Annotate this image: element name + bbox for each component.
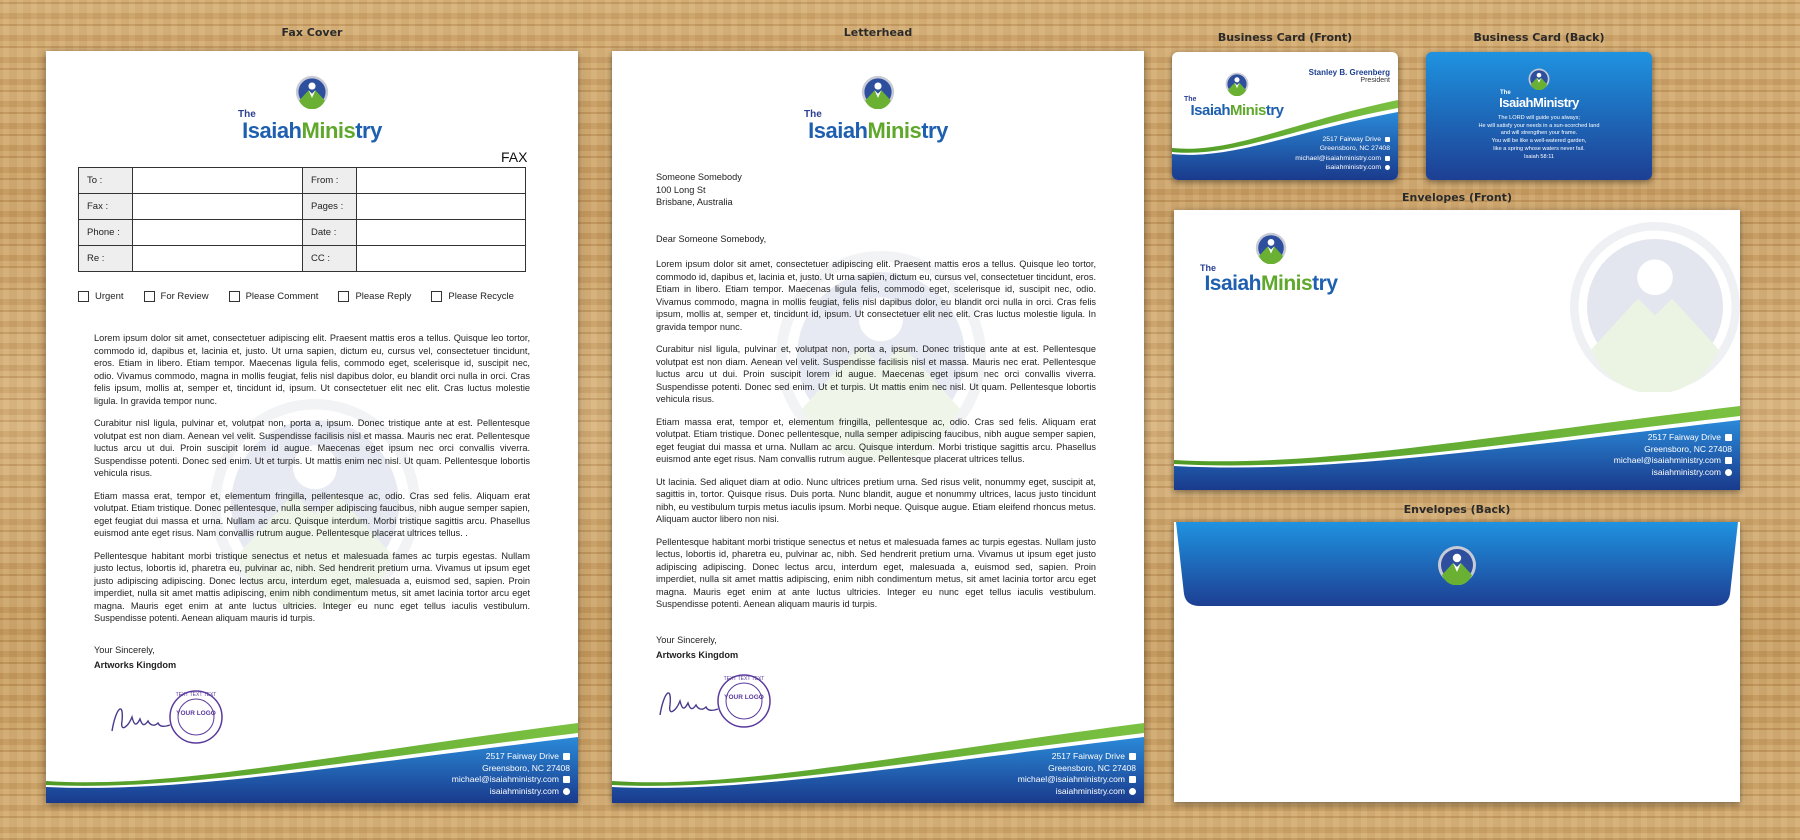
mountain-logo-icon: [1255, 232, 1287, 264]
logo-the: The: [1200, 263, 1217, 273]
mail-icon: [1129, 776, 1136, 783]
logo-wordmark: IsaiahMinistry: [1190, 102, 1284, 119]
logo-wordmark: IsaiahMinistry: [1499, 95, 1579, 110]
fax-re-field[interactable]: [133, 246, 303, 272]
fax-date-field[interactable]: [357, 220, 526, 246]
check-please-recycle[interactable]: Please Recycle: [431, 291, 513, 302]
mountain-logo-icon: [295, 75, 329, 109]
fax-phone-field[interactable]: [133, 220, 303, 246]
fax-closing: Your Sincerely, Artworks Kingdom: [94, 645, 177, 670]
mail-icon: [563, 776, 570, 783]
logo-the: The: [238, 109, 256, 120]
card-verse: The LORD will guide you always; He will satisfy your needs in a sun-scorched land and will strengthen your frame. You will be like a well-watered garden, like a spring whose waters never fail. Isaiah 58:11: [1478, 115, 1600, 160]
envelope-address: 2517 Fairway Drive Greensboro, NC 27408 michael@isaiahministry.com isaiahministry.com: [1613, 432, 1732, 477]
home-icon: [563, 753, 570, 760]
business-card-back: [1426, 52, 1652, 180]
mail-icon: [1725, 457, 1732, 464]
letterhead-footer-address: 2517 Fairway Drive Greensboro, NC 27408 michael@isaiahministry.com isaiahministry.com: [1017, 751, 1136, 796]
fax-logo: [232, 75, 392, 142]
mail-icon: [1385, 156, 1390, 161]
fax-footer-address: 2517 Fairway Drive Greensboro, NC 27408 michael@isaiahministry.com isaiahministry.com: [451, 751, 570, 796]
svg-text:TEXT TEXT TEXT: TEXT TEXT TEXT: [175, 692, 217, 698]
card-address: 2517 Fairway Drive Greensboro, NC 27408 michael@isaiahministry.com isaiahministry.com: [1295, 136, 1390, 171]
card-back-logo: [1484, 68, 1594, 109]
home-icon: [1725, 434, 1732, 441]
logo-the: The: [1500, 90, 1511, 96]
mountain-logo-icon: [1528, 68, 1550, 90]
check-for-review[interactable]: For Review: [144, 291, 209, 302]
globe-icon: [1385, 165, 1390, 170]
globe-icon: [1725, 469, 1732, 476]
fax-checkbox-row: [78, 291, 534, 302]
fax-heading: FAX: [501, 149, 528, 165]
check-please-comment[interactable]: Please Comment: [229, 291, 319, 302]
letterhead-logo: [798, 75, 958, 142]
fax-cover-sheet: [46, 51, 578, 803]
svg-text:YOUR LOGO: YOUR LOGO: [176, 710, 216, 717]
letter-closing: Your Sincerely, Artworks Kingdom: [656, 635, 739, 660]
fax-fax-field[interactable]: [133, 194, 303, 220]
card-person: Stanley B. Greenberg President: [1308, 68, 1390, 84]
fax-cc-label: CC :: [303, 246, 357, 272]
label-business-card-front: Business Card (Front): [1217, 31, 1353, 44]
svg-text:YOUR LOGO: YOUR LOGO: [724, 694, 764, 701]
label-letterhead: Letterhead: [843, 26, 913, 39]
fax-from-field[interactable]: [357, 168, 526, 194]
mountain-logo-icon: [1437, 545, 1477, 585]
home-icon: [1385, 137, 1390, 142]
fax-phone-label: Phone :: [79, 220, 133, 246]
fax-pages-field[interactable]: [357, 194, 526, 220]
logo-the: The: [804, 109, 822, 120]
fax-info-table: [78, 167, 526, 272]
envelope-logo: [1196, 232, 1346, 294]
business-card-front: [1172, 52, 1398, 180]
salutation: Dear Someone Somebody,: [656, 234, 767, 244]
fax-pages-label: Pages :: [303, 194, 357, 220]
svg-text:TEXT TEXT TEXT: TEXT TEXT TEXT: [723, 676, 765, 682]
checkbox[interactable]: [229, 291, 240, 302]
envelope-back: [1174, 522, 1740, 802]
fax-from-label: From :: [303, 168, 357, 194]
letter-body-text: Lorem ipsum dolor sit amet, consectetuer adipiscing elit. Praesent mattis eros a tellus. Quisque leo tortor, commodo id, dapibus et, lacinia et, justo. Ut urna sapien, dictum eu, cursus vel, consectetuer tincidunt, eros. Etiam in libero. Etiam tempor. Maecenas ligula felis, commodo eget, scelerisque id, suscipit nec, odio. Vivamus commodo, magna in mollis feugiat, felis nisl dapibus dolor, eu blandit orci nulla in orci. Cras felis ipsum, mollis at, semper et, tincidunt id, ipsum. Ut consectetuer elit nec elit. Cras luctus molestie ligula. In gravida tempor nunc. Curabitur nisl ligula, pulvinar et, volutpat non, porta a, ipsum. Donec tristique ante at est. Pellentesque volutpat est non diam. Aenean vel velit. Suspendisse facilisis nisl et massa. Mauris nec erat. Pellentesque luctus arcu ut dui. Proin suscipit lorem id augue. Maecenas eget ipsum nec orci convallis viverra. Suspendisse potenti. Donec sed enim. Ut et turpis. Ut mattis enim nec nisl. Ut quam. Pellentesque lobortis vehicula risus. Etiam massa erat, tempor et, elementum fringilla, pellentesque ac, odio. Cras sed felis. Aliquam erat volutpat. Etiam tristique. Donec pellentesque, nulla semper adipiscing faucibus, nibh augue semper sapien, eget feugiat dui massa et urna. Nullam ac arcu. Quisque interdum. Morbi tristique sagittis arcu. Phasellus euismod ante eget risus. Nam convallis rutrum augue. Pellentesque placerat ultrices tellus. Ut lacinia. Sed aliquet diam at odio. Nunc ultrices pretium urna. Sed risus velit, nonummy eget, suscipit at, sagittis in, tortor. Quisque risus. Duis porta. Nunc blandit, augue et nonummy ultrices, lacus justo tincidunt nibh, eu vestibulum turpis metus iaculis ipsum. Morbi neque. Quisque augue. Etiam eleifend rhoncus metus. Aliquam auctor libero non nisi. Pellentesque habitant morbi tristique senectus et netus et malesuada fames ac turpis egestas. Nullam justo lectus, lobortis id, pharetra eu, pulvinar ac, nibh. Sed hendrerit pretium urna. Vivamus ut ipsum eget justo adipiscing adipiscing. Donec lectus arcu, interdum eget, malesuada a, euismod sed, sapien. Proin imperdiet, nulla sit amet mattis adipiscing, enim nibh condimentum metus, sit amet lacinia tortor arcu eget magna. Mauris eget enim at ante luctus ultricies. Integer eu nunc eget tellus iaculis vestibulum. Suspendisse potenti. Aenean aliquam mauris id turpis.: [656, 259, 1096, 610]
check-please-reply[interactable]: Please Reply: [338, 291, 411, 302]
fax-re-label: Re :: [79, 246, 133, 272]
letterhead-sheet: [612, 51, 1144, 803]
watermark-logo-icon: [1570, 222, 1740, 392]
logo-the: The: [1184, 96, 1197, 103]
checkbox[interactable]: [338, 291, 349, 302]
fax-date-label: Date :: [303, 220, 357, 246]
logo-wordmark: IsaiahMinistry: [1204, 272, 1338, 295]
mountain-logo-icon: [861, 75, 895, 109]
label-business-card-back: Business Card (Back): [1473, 31, 1605, 44]
fax-fax-label: Fax :: [79, 194, 133, 220]
recipient-address: Someone Somebody 100 Long St Brisbane, Australia: [656, 172, 742, 208]
label-envelopes-front: Envelopes (Front): [1402, 191, 1512, 204]
checkbox[interactable]: [144, 291, 155, 302]
checkbox[interactable]: [78, 291, 89, 302]
fax-body-text: Lorem ipsum dolor sit amet, consectetuer adipiscing elit. Praesent mattis eros a tellus. Quisque leo tortor, commodo id, dapibus et, lacinia et, justo. Ut urna sapien, dictum eu, cursus vel, consectetuer tincidunt, eros. Etiam in libero. Etiam tempor. Maecenas ligula felis, commodo eget, scelerisque id, suscipit nec, odio. Vivamus commodo, magna in mollis feugiat, felis nisl dapibus dolor, eu blandit orci nulla in orci. Cras felis ipsum, mollis at, semper et, tincidunt id, ipsum. Ut consectetuer elit nec elit. Cras luctus molestie ligula. In gravida tempor nunc. Curabitur nisl ligula, pulvinar et, volutpat non, porta a, ipsum. Donec tristique ante at est. Pellentesque volutpat est non diam. Aenean vel velit. Suspendisse facilisis nisl et massa. Mauris nec erat. Pellentesque luctus arcu ut dui. Proin suscipit lorem id augue. Maecenas eget ipsum nec orci convallis viverra. Suspendisse potenti. Donec sed enim. Ut et turpis. Ut mattis enim nec nisl. Ut quam. Pellentesque lobortis vehicula risus. Etiam massa erat, tempor et, elementum fringilla, pellentesque ac, odio. Cras sed felis. Aliquam erat volutpat. Etiam tristique. Donec pellentesque, nulla semper adipiscing faucibus, nibh augue semper sapien, eget feugiat dui massa et urna. Nullam ac arcu. Quisque interdum. Morbi tristique sagittis arcu. Phasellus euismod ante eget risus. Nam convallis rutrum augue. Pellentesque placerat ultrices tellus. . Pellentesque habitant morbi tristique senectus et netus et malesuada fames ac turpis egestas. Nullam justo lectus, lobortis id, pharetra eu, pulvinar ac, nibh. Sed hendrerit pretium urna. Vivamus ut ipsum eget justo adipiscing adipiscing. Donec lectus arcu, interdum eget, malesuada a, euismod sed, sapien. Proin imperdiet, nulla sit amet mattis adipiscing, enim nibh condimentum metus, sit amet lacinia tortor arcu eget magna. Mauris eget enim at ante luctus ultricies. Integer eu nunc eget tellus iaculis vestibulum. Suspendisse potenti. Aenean aliquam mauris id turpis.: [94, 333, 530, 624]
label-envelopes-back: Envelopes (Back): [1403, 503, 1511, 516]
logo-wordmark: IsaiahMinistry: [242, 118, 382, 143]
fax-to-field[interactable]: [133, 168, 303, 194]
label-fax-cover: Fax Cover: [281, 26, 343, 39]
envelope-front: [1174, 210, 1740, 490]
home-icon: [1129, 753, 1136, 760]
checkbox[interactable]: [431, 291, 442, 302]
fax-to-label: To :: [79, 168, 133, 194]
globe-icon: [563, 788, 570, 795]
globe-icon: [1129, 788, 1136, 795]
fax-cc-field[interactable]: [357, 246, 526, 272]
logo-wordmark: IsaiahMinistry: [808, 118, 948, 143]
check-urgent[interactable]: Urgent: [78, 291, 124, 302]
